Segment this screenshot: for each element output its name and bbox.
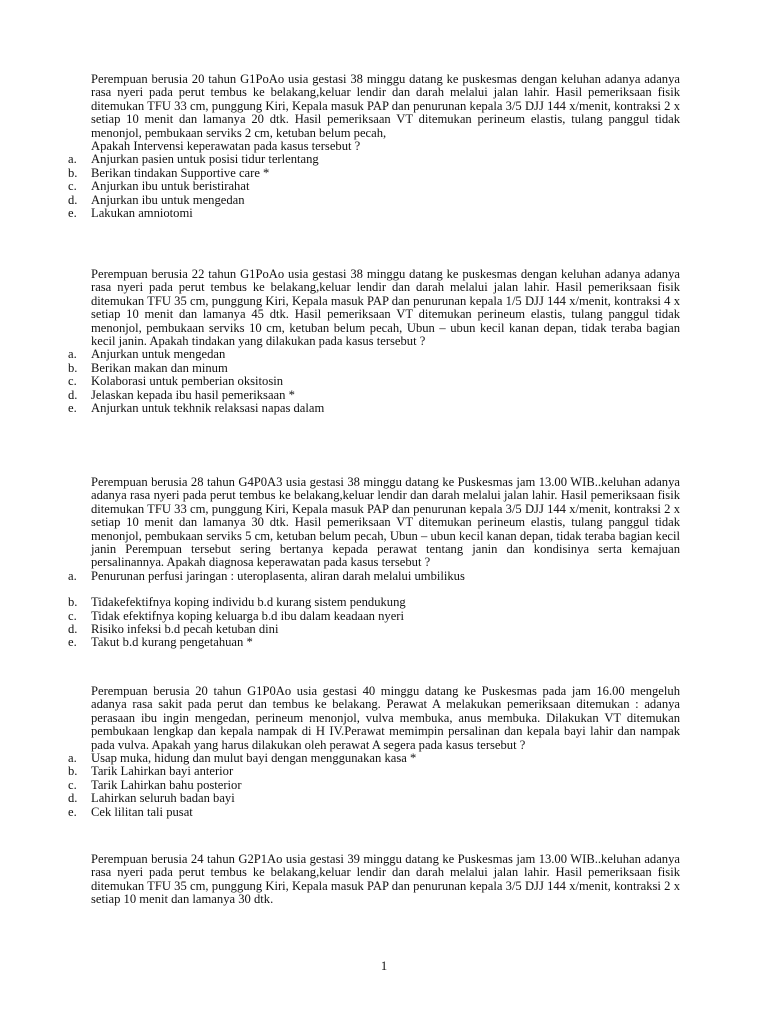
answer-option — [68, 389, 680, 402]
option-letter: e. — [68, 401, 77, 416]
question-stem: Perempuan berusia 20 tahun G1P0Ao usia gestasi 40 minggu datang ke Puskesmas pada jam 16.00 mengeluh adanya rasa sakit pada perut dan tembus ke belakang. Perawat A melakukan pemeriksaan ditemukan : adanya perasaan ibu ingin mengedan, perineum menonjol, vulva membuka, anus membuka. Dilakukan VT ditemukan pembukaan lengkap dan kepala nampak di H IV.Perawat memimpin persalinan dan kepala bayi lahir dan nampak pada vulva. Apakah yang harus dilakukan oleh perawat A segera pada kasus tersebut ? — [91, 684, 680, 752]
answer-option — [68, 180, 680, 193]
option-text: Tarik Lahirkan bayi anterior — [91, 764, 234, 779]
option-text: Tidak efektifnya koping keluarga b.d ibu dalam keadaan nyeri — [91, 608, 405, 623]
option-letter: e. — [68, 206, 77, 221]
answer-option — [68, 610, 680, 623]
option-letter: b. — [68, 595, 78, 610]
option-letter: a. — [68, 568, 77, 583]
answer-option — [68, 402, 680, 415]
option-letter: c. — [68, 608, 77, 623]
answer-option — [68, 167, 680, 180]
option-text: Penurunan perfusi jaringan : uteroplasenta, aliran darah melalui umbilikus — [91, 568, 465, 583]
option-letter: e. — [68, 635, 77, 650]
option-text: Risiko infeksi b.d pecah ketuban dini — [91, 622, 279, 637]
option-letter: d. — [68, 387, 78, 402]
option-letter: b. — [68, 165, 78, 180]
question-stem: Perempuan berusia 24 tahun G2P1Ao usia gestasi 39 minggu datang ke Puskesmas jam 13.00 WIB..keluhan adanya rasa nyeri pada perut tembus ke belakang,keluar lendir dan darah melalui jalan lahir. Hasil pemeriksaan fisik ditemukan TFU 35 cm, punggung Kiri, Kepala masuk PAP dan penurunan kepala 3/5 DJJ 144 x/menit, kontraksi 2 x setiap 10 menit dan lamanya 30 dtk. — [91, 852, 680, 907]
question-2 — [68, 268, 680, 415]
answer-option — [68, 806, 680, 819]
answer-option — [68, 765, 680, 778]
option-text: Usap muka, hidung dan mulut bayi dengan menggunakan kasa * — [91, 751, 417, 766]
answer-option — [68, 194, 680, 207]
answer-option — [68, 596, 680, 609]
answer-option — [68, 362, 680, 375]
option-text: Anjurkan pasien untuk posisi tidur terlentang — [91, 152, 319, 167]
question-3 — [68, 476, 680, 650]
question-stem: Perempuan berusia 20 tahun G1PoAo usia gestasi 38 minggu datang ke puskesmas dengan keluhan adanya adanya rasa nyeri pada perut tembus ke belakang,keluar lendir dan darah melalui jalan lahir. Hasil pemeriksaan fisik ditemukan TFU 33 cm, punggung Kiri, Kepala masuk PAP dan penurunan kepala 3/5 DJJ 144 x/menit, kontraksi 2 x setiap 10 menit dan lamanya 20 dtk. Hasil pemeriksaan VT ditemukan perineum elastis, tulang panggul tidak menonjol, pembukaan serviks 2 cm, ketuban belum pecah, — [91, 72, 680, 140]
option-letter: b. — [68, 360, 78, 375]
answer-option — [68, 348, 680, 361]
option-letter: d. — [68, 622, 78, 637]
question-prompt: Apakah Intervensi keperawatan pada kasus tersebut ? — [91, 139, 361, 154]
option-letter: c. — [68, 777, 77, 792]
answer-option — [68, 636, 680, 649]
option-letter: b. — [68, 764, 78, 779]
answer-option — [68, 153, 680, 166]
question-stem: Perempuan berusia 22 tahun G1PoAo usia gestasi 38 minggu datang ke puskesmas dengan keluhan adanya adanya rasa nyeri pada perut tembus ke belakang,keluar lendir dan darah melalui jalan lahir. Hasil pemeriksaan fisik ditemukan TFU 35 cm, punggung Kiri, Kepala masuk PAP dan penurunan kepala 1/5 DJJ 144 x/menit, kontraksi 4 x setiap 10 menit dan lamanya 45 dtk. Hasil pemeriksaan VT ditemukan perineum elastis, tulang panggul tidak menonjol, pembukaan serviks 10 cm, ketuban belum pecah, Ubun – ubun kecil kanan depan, tidak teraba bagian kecil janin. Apakah tindakan yang dilakukan pada kasus tersebut ? — [91, 267, 680, 349]
option-text: Berikan tindakan Supportive care * — [91, 165, 270, 180]
option-text: Lahirkan seluruh badan bayi — [91, 791, 235, 806]
option-text: Cek lilitan tali pusat — [91, 804, 193, 819]
answer-option — [68, 570, 680, 583]
option-text: Lakukan amniotomi — [91, 206, 193, 221]
option-text: Tarik Lahirkan bahu posterior — [91, 777, 242, 792]
answer-option — [68, 375, 680, 388]
option-text: Anjurkan untuk mengedan — [91, 347, 226, 362]
page-number: 1 — [380, 959, 388, 973]
option-text: Anjurkan untuk tekhnik relaksasi napas dalam — [91, 401, 325, 416]
question-stem: Perempuan berusia 28 tahun G4P0A3 usia gestasi 38 minggu datang ke Puskesmas jam 13.00 WIB..keluhan adanya adanya rasa nyeri pada perut tembus ke belakang,keluar lendir dan darah melalui jalan lahir. Hasil pemeriksaan fisik ditemukan TFU 33 cm, punggung Kiri, Kepala masuk PAP dan penurunan kepala 3/5 DJJ 144 x/menit, kontraksi 2 x setiap 10 menit dan lamanya 30 dtk. Hasil pemeriksaan VT ditemukan perineum elastis, tulang panggul tidak menonjol, pembukaan serviks 5 cm, ketuban belum pecah, Ubun – ubun kecil kanan depan, tidak teraba bagian kecil janin Perempuan tersebut sering bertanya kepada perawat tentang janin dan kondisinya serta kemajuan persalinannya. Apakah diagnosa keperawatan pada kasus tersebut ? — [91, 475, 680, 570]
option-letter: a. — [68, 152, 77, 167]
question-1 — [68, 73, 680, 220]
option-letter: a. — [68, 751, 77, 766]
option-text: Anjurkan ibu untuk beristirahat — [91, 179, 250, 194]
option-text: Berikan makan dan minum — [91, 360, 228, 375]
option-text: Kolaborasi untuk pemberian oksitosin — [91, 374, 284, 389]
question-5 — [68, 853, 680, 907]
answer-option — [68, 792, 680, 805]
answer-option — [68, 779, 680, 792]
option-text: Anjurkan ibu untuk mengedan — [91, 192, 245, 207]
answer-option — [68, 752, 680, 765]
option-letter: d. — [68, 791, 78, 806]
option-text: Jelaskan kepada ibu hasil pemeriksaan * — [91, 387, 295, 402]
option-letter: a. — [68, 347, 77, 362]
question-4 — [68, 685, 680, 819]
option-letter: c. — [68, 179, 77, 194]
answer-option — [68, 207, 680, 220]
option-letter: d. — [68, 192, 78, 207]
option-letter: c. — [68, 374, 77, 389]
option-letter: e. — [68, 804, 77, 819]
option-text: Takut b.d kurang pengetahuan * — [91, 635, 253, 650]
answer-option — [68, 623, 680, 636]
option-text: Tidakefektifnya koping individu b.d kurang sistem pendukung — [91, 595, 406, 610]
